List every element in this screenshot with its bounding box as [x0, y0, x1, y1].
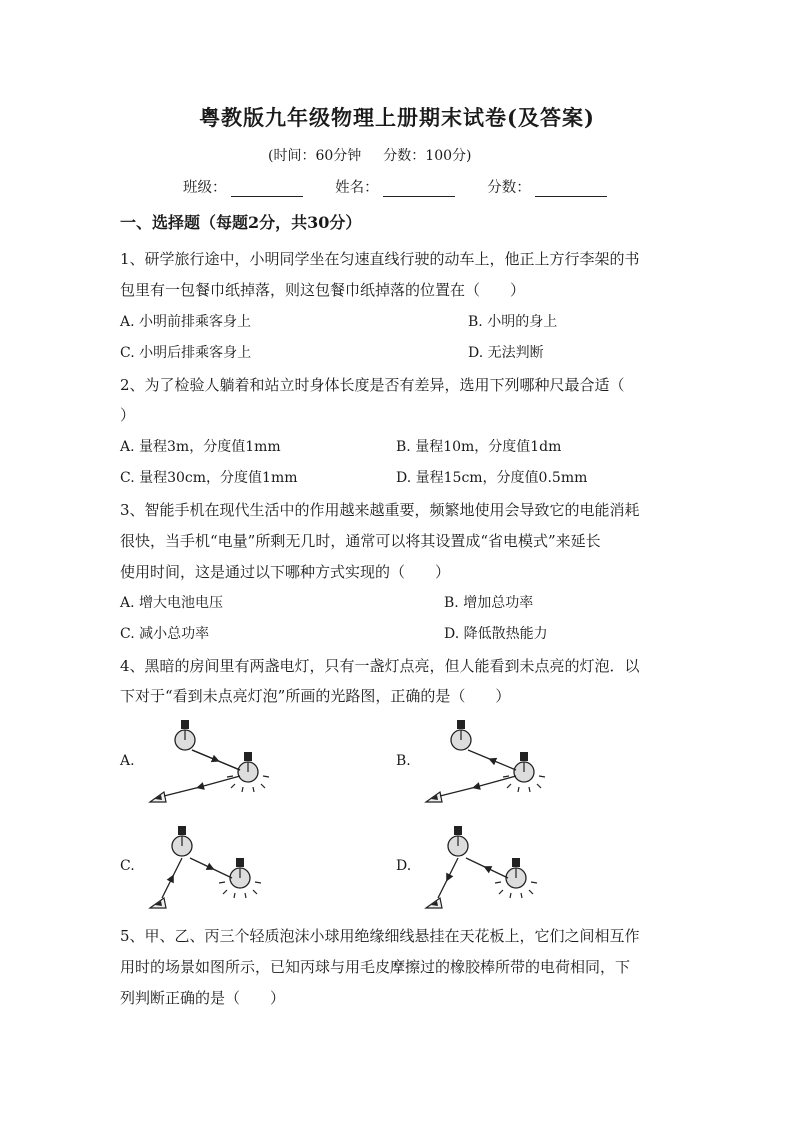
eye-icon	[426, 898, 442, 908]
unlit-bulb-icon	[172, 826, 192, 856]
q1-line-1: 1、研学旅行途中，小明同学坐在匀速直线行驶的动车上，他正上方行李架的书	[120, 250, 640, 268]
q4-option-c-label: C.	[120, 858, 135, 874]
q4-line-1: 4、黑暗的房间里有两盏电灯，只有一盏灯点亮，但人能看到未点亮的灯泡．以	[120, 657, 640, 675]
exam-total-score: 分数：100分)	[383, 148, 472, 164]
q2-option-c: C. 量程30cm，分度值1mm	[120, 470, 298, 486]
lit-bulb-icon	[219, 858, 261, 898]
q5-line-3: 列判断正确的是（ ）	[120, 989, 286, 1007]
q2-option-b: B. 量程10m，分度值1dm	[396, 439, 562, 455]
class-blank[interactable]	[231, 182, 303, 197]
lit-bulb-icon	[503, 752, 545, 792]
name-field	[335, 176, 455, 197]
unlit-bulb-icon	[175, 720, 195, 750]
class-field	[183, 176, 303, 197]
q1-option-d: D. 无法判断	[468, 345, 544, 361]
student-info-row	[183, 176, 635, 197]
score-blank[interactable]	[535, 182, 607, 197]
lit-bulb-icon	[495, 858, 537, 898]
q2-line-2: ）	[120, 406, 136, 424]
q3-option-d: D. 降低散热能力	[444, 626, 548, 642]
score-field	[487, 176, 607, 197]
page-title: 粤教版九年级物理上册期末试卷(及答案)	[199, 105, 595, 130]
q3-option-b: B. 增加总功率	[444, 595, 534, 611]
q1-line-2: 包里有一包餐巾纸掉落，则这包餐巾纸掉落的位置在（ ）	[120, 281, 526, 299]
eye-icon	[150, 898, 166, 908]
q4-figure-a	[140, 712, 280, 808]
q3-line-2: 很快，当手机“电量”所剩无几时，通常可以将其设置成“省电模式”来延长	[120, 532, 601, 550]
q4-option-a-label: A.	[120, 753, 135, 769]
eye-icon	[150, 792, 166, 802]
q4-figure-b	[416, 712, 556, 808]
q5-line-2: 用时的场景如图所示，已知丙球与用毛皮摩擦过的橡胶棒所带的电荷相同，下	[120, 958, 631, 976]
q1-option-b: B. 小明的身上	[468, 314, 558, 330]
q4-option-d-label: D.	[396, 858, 412, 874]
eye-icon	[426, 792, 442, 802]
q3-line-3: 使用时间，这是通过以下哪种方式实现的（ ）	[120, 563, 451, 581]
q4-line-2: 下对于“看到未点亮灯泡”所画的光路图，正确的是（ ）	[120, 687, 511, 705]
exam-time: (时间：60分钟	[268, 148, 362, 164]
exam-meta	[268, 145, 493, 165]
name-label: 姓名：	[335, 180, 379, 196]
q2-option-a: A. 量程3m，分度值1mm	[120, 439, 281, 455]
q2-option-d: D. 量程15cm，分度值0.5mm	[396, 470, 588, 486]
class-label: 班级：	[183, 180, 227, 196]
q1-option-a: A. 小明前排乘客身上	[120, 314, 252, 330]
lit-bulb-icon	[227, 752, 269, 792]
q3-option-a: A. 增大电池电压	[120, 595, 224, 611]
q3-option-c: C. 减小总功率	[120, 626, 210, 642]
name-blank[interactable]	[383, 182, 455, 197]
q2-line-1: 2、为了检验人躺着和站立时身体长度是否有差异，选用下列哪种尺最合适（	[120, 376, 625, 394]
q3-line-1: 3、智能手机在现代生活中的作用越来越重要，频繁地使用会导致它的电能消耗	[120, 501, 640, 519]
q4-option-b-label: B.	[396, 753, 411, 769]
section-heading: 一、选择题（每题2分，共30分）	[120, 213, 362, 232]
unlit-bulb-icon	[448, 826, 468, 856]
unlit-bulb-icon	[451, 720, 471, 750]
q4-figure-c	[140, 818, 280, 914]
q5-line-1: 5、甲、乙、丙三个轻质泡沫小球用绝缘细线悬挂在天花板上，它们之间相互作	[120, 927, 640, 945]
q1-option-c: C. 小明后排乘客身上	[120, 345, 252, 361]
score-label: 分数：	[487, 180, 531, 196]
q4-figure-d	[416, 818, 556, 914]
